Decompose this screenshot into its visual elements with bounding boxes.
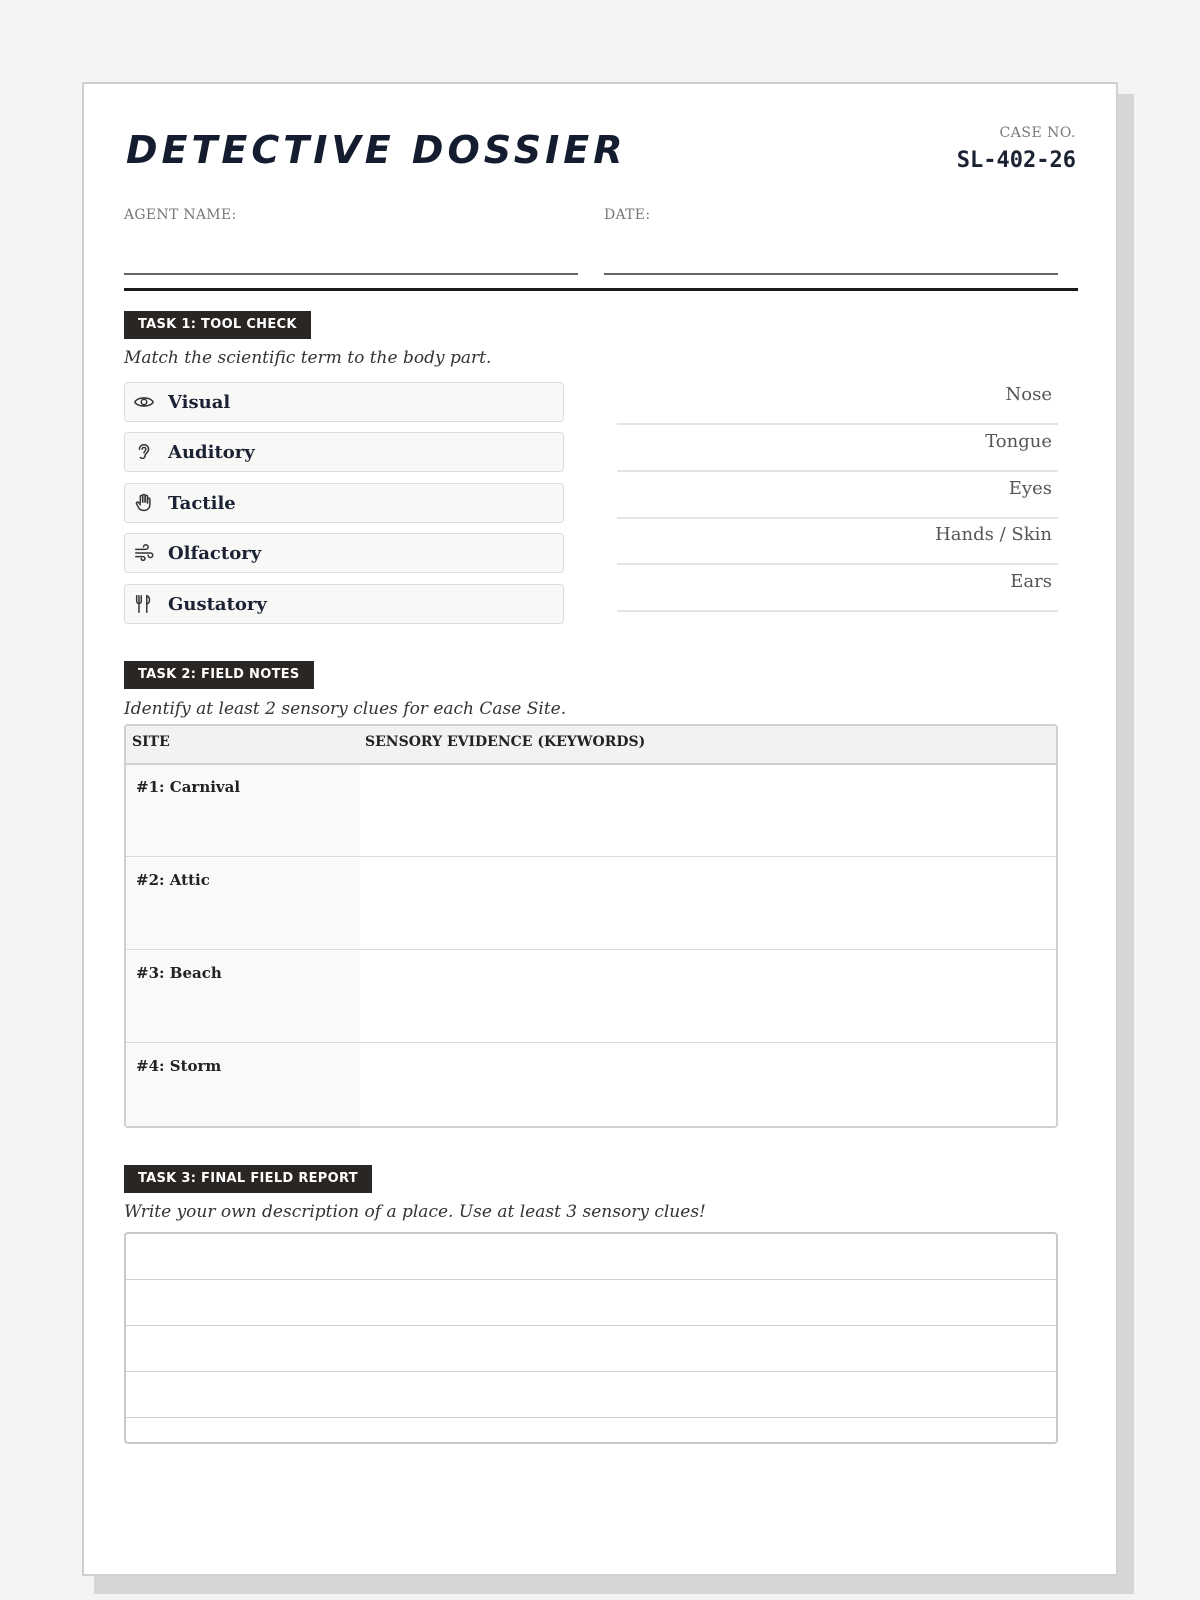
case-number-label: CASE NO. <box>999 125 1076 141</box>
term-label: Tactile <box>168 493 236 514</box>
case-number: SL-402-26 <box>956 148 1076 173</box>
site-cell <box>126 858 360 949</box>
hand-icon <box>133 492 155 514</box>
body-part-row[interactable] <box>617 378 1058 425</box>
evidence-cell[interactable] <box>360 765 1056 856</box>
agent-name-label: AGENT NAME: <box>124 207 237 223</box>
evidence-cell[interactable] <box>360 1044 1056 1128</box>
term-label: Olfactory <box>168 543 262 564</box>
writing-line <box>126 1325 1056 1326</box>
task2-badge: TASK 2: FIELD NOTES <box>124 661 314 689</box>
page-title: DETECTIVE DOSSIER <box>126 128 627 172</box>
table-row <box>126 951 1056 1043</box>
field-notes-table <box>124 724 1058 1128</box>
site-cell <box>126 951 360 1042</box>
table-row <box>126 1044 1056 1128</box>
date-field[interactable] <box>604 273 1058 275</box>
header-divider <box>124 288 1078 291</box>
writing-line <box>126 1371 1056 1372</box>
site-label: #2: Attic <box>136 871 210 889</box>
task1-badge: TASK 1: TOOL CHECK <box>124 311 311 339</box>
date-label: DATE: <box>604 207 651 223</box>
table-row <box>126 858 1056 950</box>
body-part-row[interactable] <box>617 565 1058 612</box>
body-part-label: Hands / Skin <box>935 524 1052 545</box>
task3-instruction: Write your own description of a place. Use at least 3 sensory clues! <box>124 1202 706 1222</box>
body-part-row[interactable] <box>617 518 1058 565</box>
site-label: #1: Carnival <box>136 778 241 796</box>
ear-icon <box>133 441 155 463</box>
task2-instruction: Identify at least 2 sensory clues for each Case Site. <box>124 699 567 719</box>
column-header-site: SITE <box>132 734 170 750</box>
evidence-cell[interactable] <box>360 858 1056 949</box>
task1-instruction: Match the scientific term to the body part. <box>124 348 492 368</box>
term-card-tactile[interactable] <box>124 483 564 523</box>
utensils-icon <box>133 593 155 615</box>
term-label: Visual <box>168 392 231 413</box>
field-report-box[interactable] <box>124 1232 1058 1444</box>
site-label: #3: Beach <box>136 964 222 982</box>
eye-icon <box>133 391 155 413</box>
term-card-gustatory[interactable] <box>124 584 564 624</box>
body-part-label: Tongue <box>985 431 1052 452</box>
site-label: #4: Storm <box>136 1057 222 1075</box>
evidence-cell[interactable] <box>360 951 1056 1042</box>
term-card-olfactory[interactable] <box>124 533 564 573</box>
body-part-label: Ears <box>1010 571 1052 592</box>
term-label: Gustatory <box>168 594 267 615</box>
worksheet-page <box>82 82 1118 1576</box>
term-card-auditory[interactable] <box>124 432 564 472</box>
writing-line <box>126 1279 1056 1280</box>
column-header-evidence: SENSORY EVIDENCE (KEYWORDS) <box>365 734 646 750</box>
table-row <box>126 765 1056 857</box>
site-cell <box>126 1044 360 1128</box>
writing-line <box>126 1417 1056 1418</box>
agent-name-field[interactable] <box>124 273 578 275</box>
body-part-row[interactable] <box>617 425 1058 472</box>
site-cell <box>126 765 360 856</box>
body-part-row[interactable] <box>617 472 1058 519</box>
body-part-label: Eyes <box>1008 478 1052 499</box>
wind-icon <box>133 542 155 564</box>
body-part-label: Nose <box>1005 384 1052 405</box>
task3-badge: TASK 3: FINAL FIELD REPORT <box>124 1165 372 1193</box>
table-header <box>126 726 1056 765</box>
term-label: Auditory <box>168 442 255 463</box>
term-card-visual[interactable] <box>124 382 564 422</box>
